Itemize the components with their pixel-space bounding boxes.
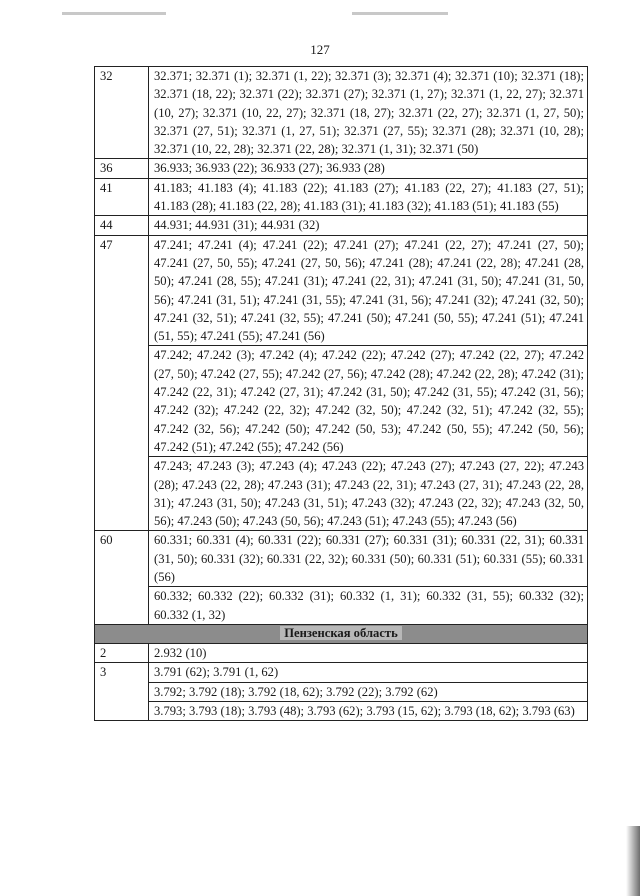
table-row xyxy=(95,235,588,346)
table-row xyxy=(95,587,588,625)
table-row xyxy=(95,178,588,216)
scan-artifact-left xyxy=(62,12,166,15)
codes-cell: 47.242; 47.242 (3); 47.242 (4); 47.242 (22); 47.242 (27); 47.242 (22, 27); 47.242 (27, 50); 47.242 (27, 55); 47.242 (27, 56); 47.242 (28); 47.242 (22, 28); 47.242 (31); 47.242 (22, 31); 47.242 (27, 31); 47.242 (31, 50); 47.242 (31, 55); 47.242 (31, 56); 47.242 (32); 47.242 (22, 32); 47.242 (32, 50); 47.242 (32, 51); 47.242 (32, 55); 47.242 (32, 56); 47.242 (50); 47.242 (50, 53); 47.242 (50, 55); 47.242 (50, 56); 47.242 (51); 47.242 (55); 47.242 (56) xyxy=(149,346,588,457)
table-row xyxy=(95,159,588,178)
table-row xyxy=(95,346,588,457)
scan-shadow xyxy=(626,826,640,896)
row-number: 41 xyxy=(95,178,149,216)
row-number: 2 xyxy=(95,643,149,662)
codes-cell: 36.933; 36.933 (22); 36.933 (27); 36.933 (28) xyxy=(149,159,588,178)
table-row xyxy=(95,643,588,662)
codes-cell: 60.331; 60.331 (4); 60.331 (22); 60.331 (27); 60.331 (31); 60.331 (22, 31); 60.331 (31, 50); 60.331 (32); 60.331 (22, 32); 60.331 (50); 60.331 (51); 60.331 (55); 60.331 (56) xyxy=(149,531,588,587)
codes-cell: 44.931; 44.931 (31); 44.931 (32) xyxy=(149,216,588,235)
table-row xyxy=(95,457,588,531)
region-title: Пензенская область xyxy=(280,626,402,640)
row-number: 44 xyxy=(95,216,149,235)
codes-cell: 3.791 (62); 3.791 (1, 62) xyxy=(149,663,588,682)
codes-cell: 41.183; 41.183 (4); 41.183 (22); 41.183 (27); 41.183 (22, 27); 41.183 (27, 51); 41.183 (28); 41.183 (22, 28); 41.183 (31); 41.183 (32); 41.183 (51); 41.183 (55) xyxy=(149,178,588,216)
codes-table xyxy=(94,66,588,721)
row-number: 47 xyxy=(95,235,149,531)
codes-cell: 32.371; 32.371 (1); 32.371 (1, 22); 32.371 (3); 32.371 (4); 32.371 (10); 32.371 (18); 32.371 (18, 22); 32.371 (22); 32.371 (27); 32.371 (1, 27); 32.371 (1, 22, 27); 32.371 (10, 27); 32.371 (10, 22, 27); 32.371 (18, 27); 32.371 (22, 27); 32.371 (1, 27, 50); 32.371 (27, 51); 32.371 (1, 27, 51); 32.371 (27, 55); 32.371 (28); 32.371 (10, 28); 32.371 (10, 22, 28); 32.371 (22, 28); 32.371 (1, 31); 32.371 (50) xyxy=(149,67,588,159)
codes-cell: 47.241; 47.241 (4); 47.241 (22); 47.241 (27); 47.241 (22, 27); 47.241 (27, 50); 47.241 (27, 50, 55); 47.241 (27, 50, 56); 47.241 (28); 47.241 (22, 28); 47.241 (28, 50); 47.241 (28, 55); 47.241 (31); 47.241 (22, 31); 47.241 (31, 50); 47.241 (31, 50, 56); 47.241 (31, 51); 47.241 (31, 55); 47.241 (31, 56); 47.241 (32); 47.241 (32, 50); 47.241 (32, 51); 47.241 (32, 55); 47.241 (50); 47.241 (50, 55); 47.241 (51); 47.241 (51, 55); 47.241 (55); 47.241 (56) xyxy=(149,235,588,346)
table-row xyxy=(95,682,588,701)
row-number: 32 xyxy=(95,67,149,159)
page-number: 127 xyxy=(310,42,330,57)
row-number: 3 xyxy=(95,663,149,721)
region-header-row xyxy=(95,624,588,643)
table-row xyxy=(95,701,588,720)
table-row xyxy=(95,531,588,587)
codes-cell: 3.792; 3.792 (18); 3.792 (18, 62); 3.792 (22); 3.792 (62) xyxy=(149,682,588,701)
region-header xyxy=(95,624,588,643)
scan-artifact-right xyxy=(352,12,448,15)
row-number: 60 xyxy=(95,531,149,624)
table-row xyxy=(95,216,588,235)
row-number: 36 xyxy=(95,159,149,178)
table-row xyxy=(95,67,588,159)
codes-cell: 60.332; 60.332 (22); 60.332 (31); 60.332 (1, 31); 60.332 (31, 55); 60.332 (32); 60.332 (1, 32) xyxy=(149,587,588,625)
table-row xyxy=(95,663,588,682)
codes-cell: 3.793; 3.793 (18); 3.793 (48); 3.793 (62); 3.793 (15, 62); 3.793 (18, 62); 3.793 (63) xyxy=(149,701,588,720)
codes-cell: 2.932 (10) xyxy=(149,643,588,662)
codes-cell: 47.243; 47.243 (3); 47.243 (4); 47.243 (22); 47.243 (27); 47.243 (27, 22); 47.243 (28); 47.243 (22, 28); 47.243 (31); 47.243 (22, 31); 47.243 (27, 31); 47.243 (22, 28, 31); 47.243 (31, 50); 47.243 (31, 51); 47.243 (32); 47.243 (22, 32); 47.243 (32, 50, 56); 47.243 (50); 47.243 (50, 56); 47.243 (51); 47.243 (55); 47.243 (56) xyxy=(149,457,588,531)
